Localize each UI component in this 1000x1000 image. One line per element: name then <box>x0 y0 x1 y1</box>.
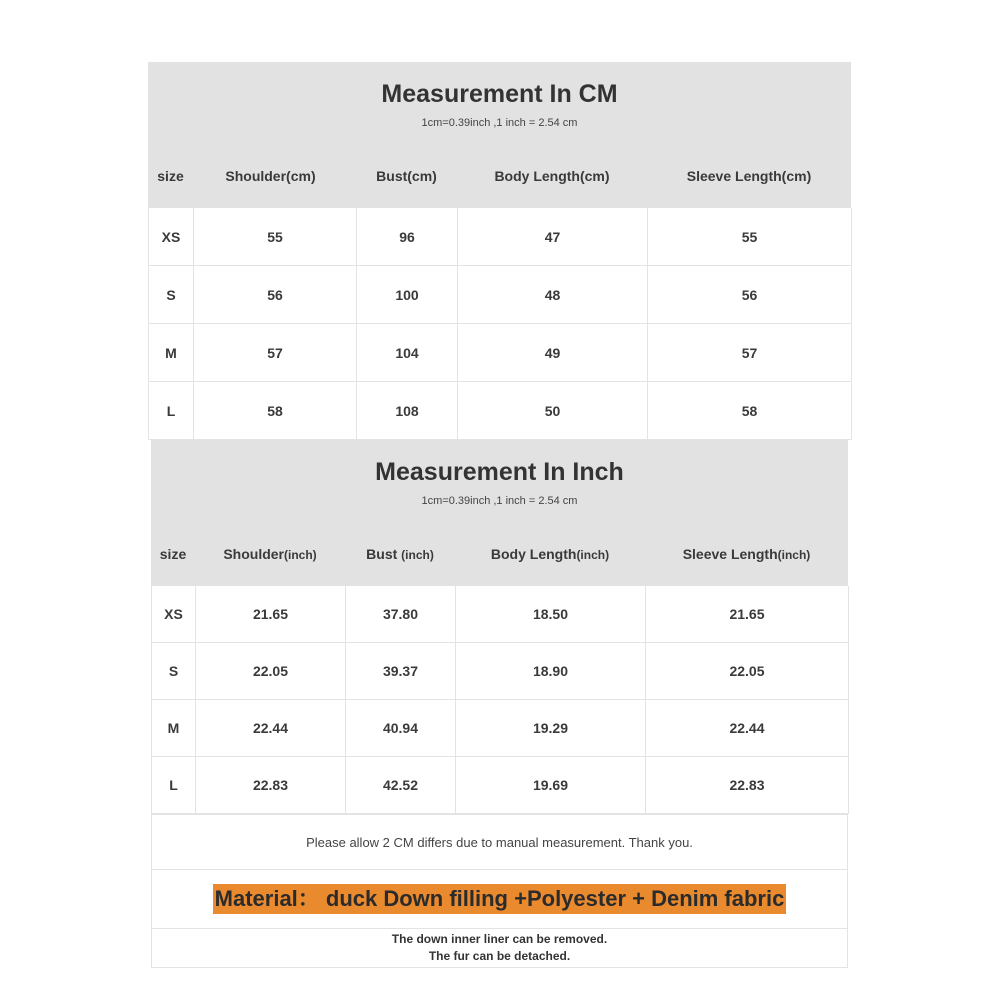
product-notes <box>151 814 848 968</box>
sleeve-length-cell: 22.83 <box>646 757 849 814</box>
inch-header-sleeve-length: Sleeve Length(inch) <box>682 546 811 562</box>
table-row <box>152 586 849 643</box>
table-row <box>152 700 849 757</box>
size-cell: M <box>149 324 194 382</box>
sleeve-length-cell: 58 <box>648 382 852 440</box>
size-cell: S <box>152 643 196 700</box>
body-length-cell: 18.90 <box>456 643 646 700</box>
inch-header-size: size <box>159 546 187 562</box>
body-length-cell: 50 <box>458 382 648 440</box>
shoulder-cell: 58 <box>194 382 357 440</box>
table-row <box>149 324 852 382</box>
bust-cell: 40.94 <box>346 700 456 757</box>
shoulder-cell: 21.65 <box>196 586 346 643</box>
cm-header-body-length: Body Length(cm) <box>494 168 610 184</box>
body-length-cell: 18.50 <box>456 586 646 643</box>
bust-cell: 96 <box>357 208 458 266</box>
liner-note-removable: The down inner liner can be removed. <box>391 932 608 946</box>
sleeve-length-cell: 22.44 <box>646 700 849 757</box>
shoulder-cell: 22.83 <box>196 757 346 814</box>
cm-column-headers <box>148 168 851 188</box>
fur-note-detachable: The fur can be detached. <box>428 949 571 963</box>
measurement-disclaimer: Please allow 2 CM differs due to manual measurement. Thank you. <box>152 815 848 870</box>
inch-chart-title: Measurement In Inch <box>375 458 624 486</box>
cm-size-chart <box>148 62 851 440</box>
liner-notes <box>152 929 848 968</box>
table-row <box>152 757 849 814</box>
sleeve-length-cell: 56 <box>648 266 852 324</box>
material-row <box>152 870 848 929</box>
bust-cell: 42.52 <box>346 757 456 814</box>
table-row <box>149 266 852 324</box>
inch-column-headers <box>151 546 848 566</box>
sleeve-length-cell: 57 <box>648 324 852 382</box>
cm-table-body <box>148 208 852 440</box>
size-cell: XS <box>149 208 194 266</box>
cm-header-bust: Bust(cm) <box>376 168 437 184</box>
material-label: Material： duck Down filling +Polyester + Denim fabric <box>213 884 787 914</box>
sleeve-length-cell: 21.65 <box>646 586 849 643</box>
size-cell: L <box>149 382 194 440</box>
shoulder-cell: 57 <box>194 324 357 382</box>
cm-chart-conversion-note: 1cm=0.39inch ,1 inch = 2.54 cm <box>421 117 578 129</box>
inch-header-shoulder: Shoulder(inch) <box>223 546 317 562</box>
cm-header-sleeve-length: Sleeve Length(cm) <box>686 168 812 184</box>
inch-header-body-length: Body Length(inch) <box>490 546 610 562</box>
bust-cell: 104 <box>357 324 458 382</box>
sleeve-length-cell: 22.05 <box>646 643 849 700</box>
cm-header-size: size <box>157 168 184 184</box>
size-cell: S <box>149 266 194 324</box>
inch-chart-conversion-note: 1cm=0.39inch ,1 inch = 2.54 cm <box>421 495 578 507</box>
shoulder-cell: 22.05 <box>196 643 346 700</box>
size-cell: L <box>152 757 196 814</box>
cm-chart-title: Measurement In CM <box>381 80 618 108</box>
table-row <box>152 643 849 700</box>
body-length-cell: 47 <box>458 208 648 266</box>
bust-cell: 108 <box>357 382 458 440</box>
cm-header-shoulder: Shoulder(cm) <box>225 168 316 184</box>
body-length-cell: 19.69 <box>456 757 646 814</box>
table-row <box>149 208 852 266</box>
shoulder-cell: 56 <box>194 266 357 324</box>
size-cell: M <box>152 700 196 757</box>
shoulder-cell: 55 <box>194 208 357 266</box>
bust-cell: 37.80 <box>346 586 456 643</box>
inch-chart-header <box>151 440 848 586</box>
bust-cell: 39.37 <box>346 643 456 700</box>
inch-header-bust: Bust (inch) <box>366 546 434 562</box>
body-length-cell: 49 <box>458 324 648 382</box>
bust-cell: 100 <box>357 266 458 324</box>
body-length-cell: 19.29 <box>456 700 646 757</box>
size-cell: XS <box>152 586 196 643</box>
shoulder-cell: 22.44 <box>196 700 346 757</box>
cm-chart-header <box>148 62 851 208</box>
sleeve-length-cell: 55 <box>648 208 852 266</box>
table-row <box>149 382 852 440</box>
body-length-cell: 48 <box>458 266 648 324</box>
inch-size-chart <box>151 440 848 968</box>
inch-table-body <box>151 586 849 814</box>
